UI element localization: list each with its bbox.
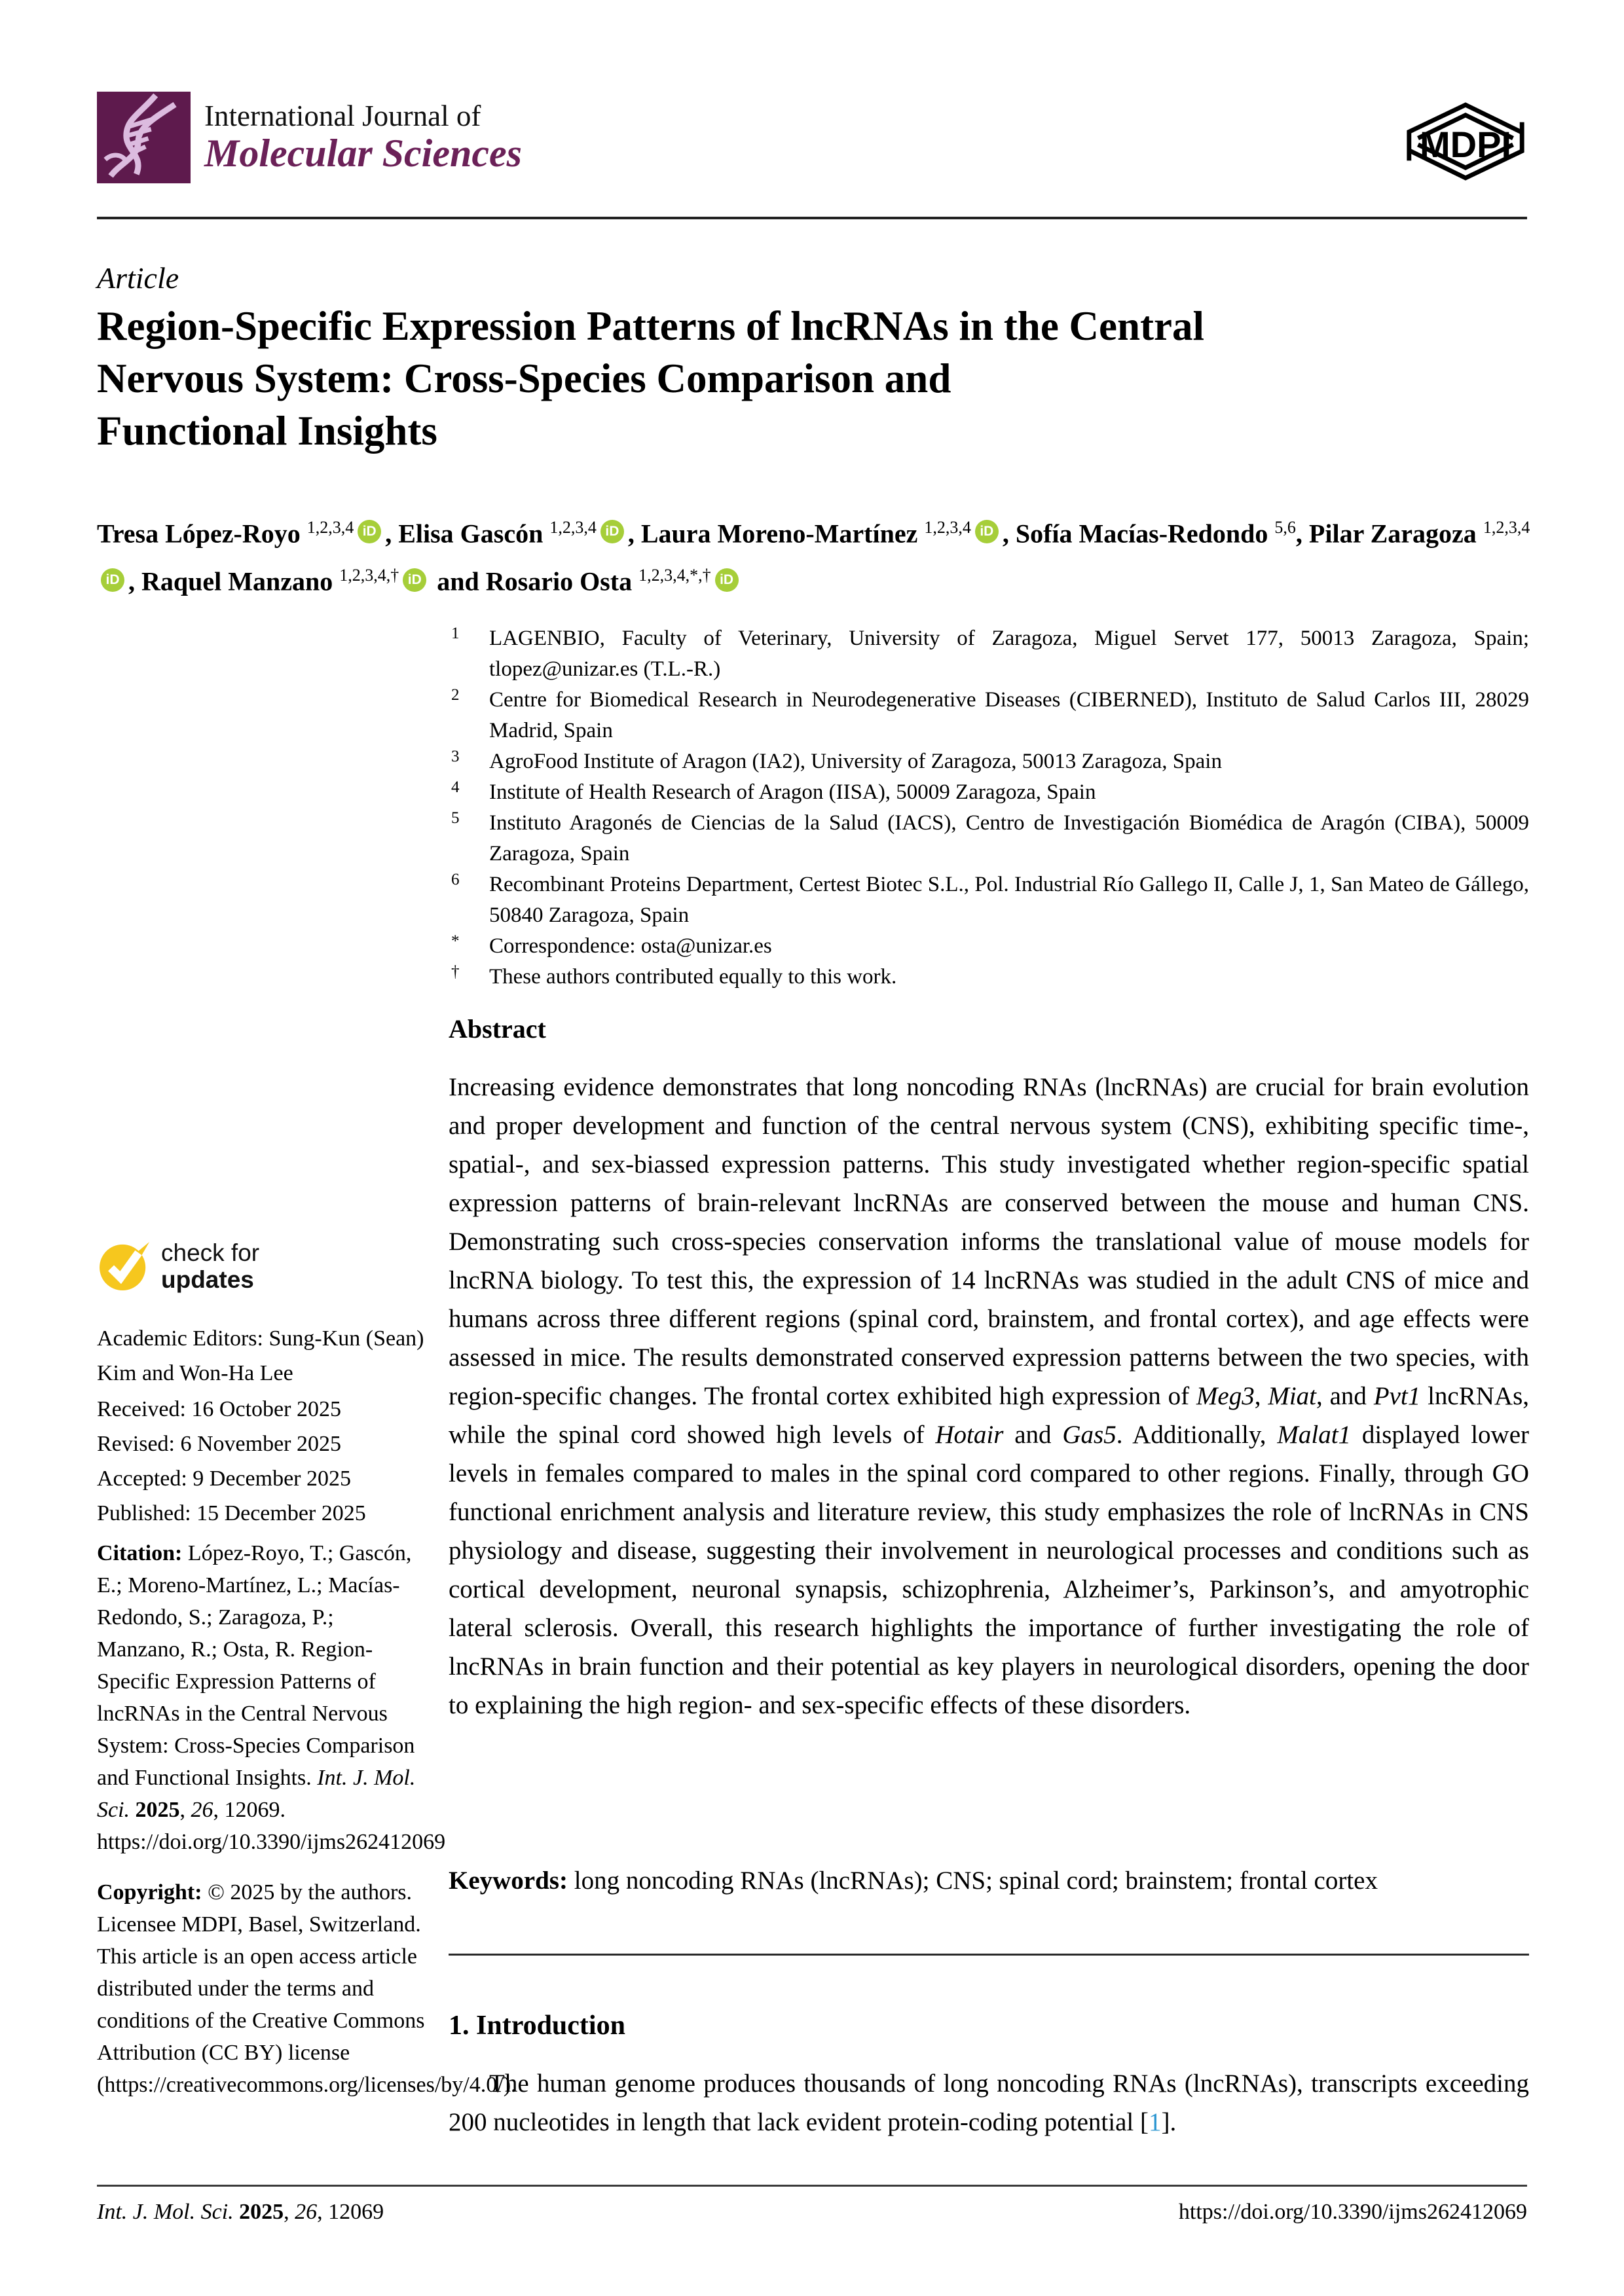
orcid-icon[interactable]: iD <box>101 568 124 592</box>
check-for-label: check for <box>161 1239 260 1266</box>
journal-name <box>204 100 522 174</box>
affiliation-text: These authors contributed equally to this work. <box>489 965 897 989</box>
check-for-updates-button[interactable] <box>98 1239 259 1293</box>
affiliation-item <box>449 962 1529 993</box>
copyright-block: Copyright: © 2025 by the authors. Licensee MDPI, Basel, Switzerland. This article is an open access article distributed under the terms and conditions of the Creative Commons Attribution (CC BY) license (https://creativecommons.org/licenses/by/4.0/). <box>97 1880 517 2097</box>
citation-ref-link[interactable]: 1 <box>1148 2108 1162 2136</box>
footer-divider <box>97 2185 1527 2187</box>
affiliation-marker: 3 <box>451 748 460 765</box>
journal-name-line2: Molecular Sciences <box>204 131 522 175</box>
paper-title <box>97 300 1544 457</box>
affiliation-text: Correspondence: osta@unizar.es <box>489 934 772 958</box>
text-line: Functional Insights <box>97 408 437 454</box>
dna-helix-icon <box>97 92 191 183</box>
journal-name-line1: International Journal of <box>204 100 481 132</box>
introduction-heading: 1. Introduction <box>449 2011 625 2041</box>
affiliation-text: LAGENBIO, Faculty of Veterinary, University of Zaragoza, Miguel Servet 177, 50013 Zaragoza, Spain; tlopez@unizar.es (T.L.-R.) <box>489 627 1529 681</box>
text-line: Region-Specific Expression Patterns of lncRNAs in the Central <box>97 303 1204 349</box>
footer-doi-link[interactable]: https://doi.org/10.3390/ijms262412069 <box>1178 2200 1527 2224</box>
mdpi-logo-text: MDPI <box>1420 124 1511 165</box>
keywords-line: Keywords: long noncoding RNAs (lncRNAs); CNS; spinal cord; brainstem; frontal cortex <box>449 1867 1378 1895</box>
citation-block: Citation: López-Royo, T.; Gascón, E.; Moreno-Martínez, L.; Macías-Redondo, S.; Zaragoza, P.; Manzano, R.; Osta, R. Region-Specific Expression Patterns of lncRNAs in the Central Nervous System: Cross-Species Comparison and Functional Insights. Int. J. Mol. Sci. 2025, 26, 12069. https://doi.org/10.3390/ijms262412069 <box>97 1541 446 1854</box>
affiliation-item <box>449 623 1529 685</box>
affiliation-item <box>449 777 1529 808</box>
affiliation-item <box>449 746 1529 777</box>
text-line: Received: 16 October 2025 <box>97 1397 341 1421</box>
affiliation-marker: 4 <box>451 778 460 796</box>
footer-journal-info: Int. J. Mol. Sci. 2025, 26, 12069 <box>97 2200 384 2224</box>
affiliation-text: Centre for Biomedical Research in Neurodegenerative Diseases (CIBERNED), Instituto de Salud Carlos III, 28029 Madrid, Spain <box>489 688 1529 742</box>
text-line: Published: 15 December 2025 <box>97 1501 366 1525</box>
history-dates <box>97 1392 426 1531</box>
affiliation-marker: † <box>451 963 460 981</box>
affiliation-item <box>449 685 1529 746</box>
affiliation-item <box>449 931 1529 962</box>
section-divider <box>449 1954 1529 1956</box>
orcid-icon[interactable]: iD <box>600 520 624 543</box>
affiliation-item <box>449 808 1529 869</box>
abstract-text: Increasing evidence demonstrates that long noncoding RNAs (lncRNAs) are crucial for brain evolution and proper development and function of the central nervous system (CNS), exhibiting specific time-, spatial-, and sex-biassed expression patterns. This study investigated whether region-specific spatial expression patterns of brain-relevant lncRNAs are conserved between the mouse and human CNS. Demonstrating such cross-species conservation informs the translational value of mouse models for lncRNA biology. To test this, the expression of 14 lncRNAs was studied in the adult CNS of mice and humans across three different regions (spinal cord, brainstem, and frontal cortex), and age effects were assessed in mice. The results demonstrated conserved expression patterns between the two species, with region-specific changes. The frontal cortex exhibited high expression of Meg3, Miat, and Pvt1 lncRNAs, while the spinal cord showed high levels of Hotair and Gas5. Additionally, Malat1 displayed lower levels in females compared to males in the spinal cord compared to other regions. Finally, through GO functional enrichment analysis and literature review, this study emphasizes the role of lncRNAs in CNS physiology and disease, suggesting their involvement in neurological processes and conditions such as cortical development, neuronal synapsis, schizophrenia, Alzheimer’s, Parkinson’s, and amyotrophic lateral sclerosis. Overall, this research highlights the importance of further investigating the role of lncRNAs in brain function and their potential as key players in neurological disorders, opening the door to explaining the high region- and sex-specific effects of these disorders. <box>449 1073 1530 1719</box>
affiliation-text: Recombinant Proteins Department, Certest Biotec S.L., Pol. Industrial Río Gallego II, Calle J, 1, San Mateo de Gállego, 50840 Zaragoza, Spain <box>489 873 1529 927</box>
affiliation-text: Institute of Health Research of Aragon (IISA), 50009 Zaragoza, Spain <box>489 780 1096 804</box>
header-divider <box>97 217 1527 219</box>
text-line: Accepted: 9 December 2025 <box>97 1467 351 1491</box>
affiliation-list <box>449 623 1529 993</box>
academic-editors: Academic Editors: Sung-Kun (Sean) Kim and Won-Ha Lee <box>97 1326 424 1385</box>
updates-label: updates <box>161 1266 254 1293</box>
check-for-updates-label <box>161 1239 259 1293</box>
affiliation-marker: 2 <box>451 686 460 704</box>
author-list: Tresa López-Royo $^{1,2,3,4}$ iD , Elisa Gascón $^{1,2,3,4}$ iD , Laura Moreno-Martínez $^{1,2,3,4}$ iD , Sofía Macías-Redondo $^{5,6}$, Pilar Zaragoza $^{1,2,3,4}$iD , Raquel Manzano $^{1,2,3,4,\dagger}$ iD and Rosario Osta $^{1,2,3,4,*,\dagger}$ iD <box>97 518 1530 596</box>
affiliation-marker: 6 <box>451 871 460 888</box>
introduction-text: The human genome produces thousands of long noncoding RNAs (lncRNAs), transcripts exceeding 200 nucleotides in length that lack evident protein-coding potential [1]. <box>449 2069 1529 2136</box>
check-for-updates-icon <box>98 1241 152 1292</box>
affiliation-text: AgroFood Institute of Aragon (IA2), University of Zaragoza, 50013 Zaragoza, Spain <box>489 750 1222 773</box>
orcid-icon[interactable]: iD <box>715 568 739 592</box>
journal-logo[interactable] <box>97 92 191 183</box>
orcid-icon[interactable]: iD <box>358 520 381 543</box>
orcid-icon[interactable]: iD <box>975 520 999 543</box>
mdpi-logo[interactable] <box>1403 100 1528 183</box>
affiliation-marker: 5 <box>451 809 460 827</box>
affiliation-marker: 1 <box>451 625 460 642</box>
affiliation-marker: * <box>451 932 460 950</box>
abstract-heading: Abstract <box>449 1014 546 1044</box>
text-line: Nervous System: Cross-Species Comparison and <box>97 355 951 401</box>
affiliation-text: Instituto Aragonés de Ciencias de la Salud (IACS), Centro de Investigación Biomédica de Aragón (CIBA), 50009 Zaragoza, Spain <box>489 811 1529 866</box>
text-line: Revised: 6 November 2025 <box>97 1432 341 1456</box>
orcid-icon[interactable]: iD <box>403 568 426 592</box>
article-type-label: Article <box>97 261 179 295</box>
affiliation-item <box>449 869 1529 931</box>
